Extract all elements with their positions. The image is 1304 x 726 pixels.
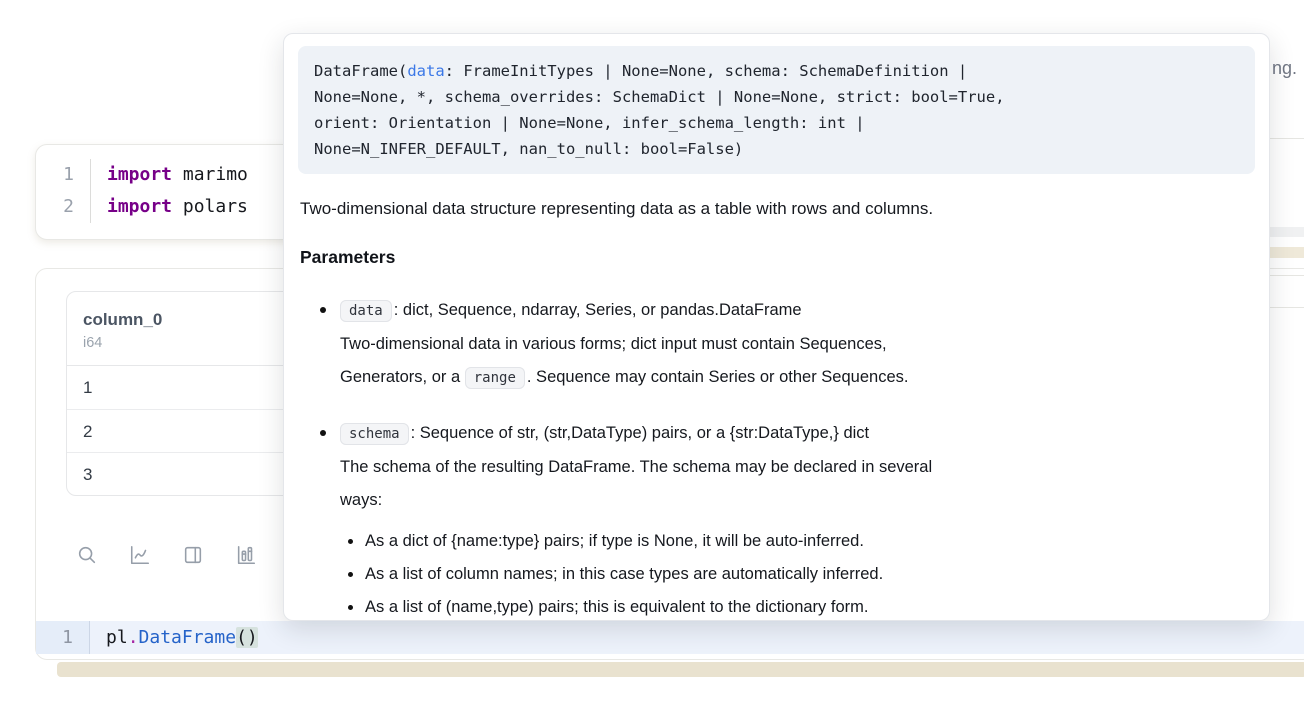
parameter-head-text: : Sequence of str, (str,DataType) pairs, or a {str:DataType,} dict bbox=[410, 424, 870, 442]
list-item-text: As a list of column names; in this case types are automatically inferred. bbox=[365, 565, 884, 583]
table-row[interactable]: 3 bbox=[67, 452, 665, 495]
signature-line bbox=[314, 58, 1239, 84]
module-token: marimo bbox=[172, 164, 248, 185]
split-columns-button[interactable] bbox=[175, 537, 211, 573]
background-divider bbox=[1270, 307, 1304, 308]
doc-summary: Two-dimensional data structure representing data as a table with rows and columns. bbox=[300, 199, 934, 218]
bullet-dot bbox=[320, 307, 326, 313]
docstring-tooltip bbox=[283, 33, 1270, 621]
line-chart-icon bbox=[129, 544, 151, 566]
cell-shadow bbox=[57, 662, 1304, 677]
column-name: column_0 bbox=[83, 310, 163, 329]
background-cell-shadow bbox=[1270, 247, 1304, 258]
schema-ways-list bbox=[340, 525, 932, 621]
parameter-item-data bbox=[298, 294, 1255, 395]
dot-token: . bbox=[127, 627, 139, 648]
parameter-content bbox=[340, 294, 908, 395]
param-name-chip: data bbox=[340, 300, 392, 322]
search-button[interactable] bbox=[69, 537, 105, 573]
signature-text: : FrameInitTypes | None=None, schema: SchemaDefinition | bbox=[444, 62, 968, 80]
list-item-text: As a list of (name,type) pairs; this is equivalent to the dictionary form. bbox=[365, 598, 869, 616]
parameter-body-line: ways: bbox=[340, 491, 383, 509]
cell-code-editor[interactable] bbox=[36, 621, 1304, 654]
signature-param-highlight: data bbox=[407, 62, 445, 80]
parameter-list bbox=[298, 294, 1255, 621]
param-name-chip: schema bbox=[340, 423, 409, 445]
signature-line: None=None, *, schema_overrides: SchemaDict | None=None, strict: bool=True, bbox=[314, 88, 1005, 106]
list-item-text: As a dict of {name:type} pairs; if type is None, it will be auto-inferred. bbox=[365, 532, 864, 550]
parameter-head bbox=[340, 294, 908, 328]
signature-function: DataFrame( bbox=[314, 62, 408, 80]
object-token: pl bbox=[106, 627, 128, 648]
background-band bbox=[1270, 227, 1304, 237]
parameter-head-text: : dict, Sequence, ndarray, Series, or pandas.DataFrame bbox=[393, 301, 802, 319]
table-row[interactable]: 1 bbox=[83, 378, 93, 397]
signature-block bbox=[298, 46, 1255, 174]
line-number: 1 bbox=[36, 621, 90, 654]
matched-brackets-token: () bbox=[236, 627, 258, 648]
parameter-body-line bbox=[340, 361, 908, 395]
list-item bbox=[340, 525, 932, 558]
clipped-background-text: ng. bbox=[1272, 58, 1298, 78]
parameter-body-line: The schema of the resulting DataFrame. The schema may be declared in several bbox=[340, 458, 933, 476]
signature-line: None=N_INFER_DEFAULT, nan_to_null: bool=False) bbox=[314, 140, 744, 158]
bullet-dot bbox=[348, 539, 353, 544]
inline-code-chip: range bbox=[465, 367, 525, 389]
function-token: DataFrame bbox=[138, 627, 237, 648]
keyword-token: import bbox=[107, 164, 173, 185]
bullet-dot bbox=[320, 430, 326, 436]
body-text: Generators, or a bbox=[340, 368, 465, 386]
column-dtype: i64 bbox=[83, 335, 103, 351]
code-text[interactable] bbox=[90, 621, 258, 654]
table-row[interactable]: 2 bbox=[67, 409, 665, 452]
body-text: . Sequence may contain Series or other Sequences. bbox=[526, 368, 909, 386]
signature-line: orient: Orientation | None=None, infer_schema_length: int | bbox=[314, 114, 865, 132]
bullet-dot bbox=[348, 605, 353, 610]
parameters-heading: Parameters bbox=[300, 247, 396, 267]
line-number: 1 bbox=[63, 164, 74, 185]
search-icon bbox=[76, 544, 98, 566]
module-token: polars bbox=[172, 196, 248, 217]
line-number: 2 bbox=[63, 196, 74, 217]
parameter-body-line: Two-dimensional data in various forms; dict input must contain Sequences, bbox=[340, 335, 887, 353]
list-item bbox=[340, 558, 932, 591]
list-item bbox=[340, 591, 932, 621]
keyword-token: import bbox=[107, 196, 173, 217]
bullet-dot bbox=[348, 572, 353, 577]
bar-chart-button[interactable] bbox=[228, 537, 264, 573]
table-toolbar bbox=[69, 537, 264, 573]
parameter-head bbox=[340, 417, 932, 451]
background-divider bbox=[1270, 138, 1304, 139]
line-chart-button[interactable] bbox=[122, 537, 158, 573]
background-divider bbox=[1270, 275, 1304, 276]
parameter-item-schema bbox=[298, 417, 1255, 621]
parameter-content bbox=[340, 417, 932, 621]
bar-chart-icon bbox=[235, 544, 257, 566]
split-columns-icon bbox=[182, 544, 204, 566]
